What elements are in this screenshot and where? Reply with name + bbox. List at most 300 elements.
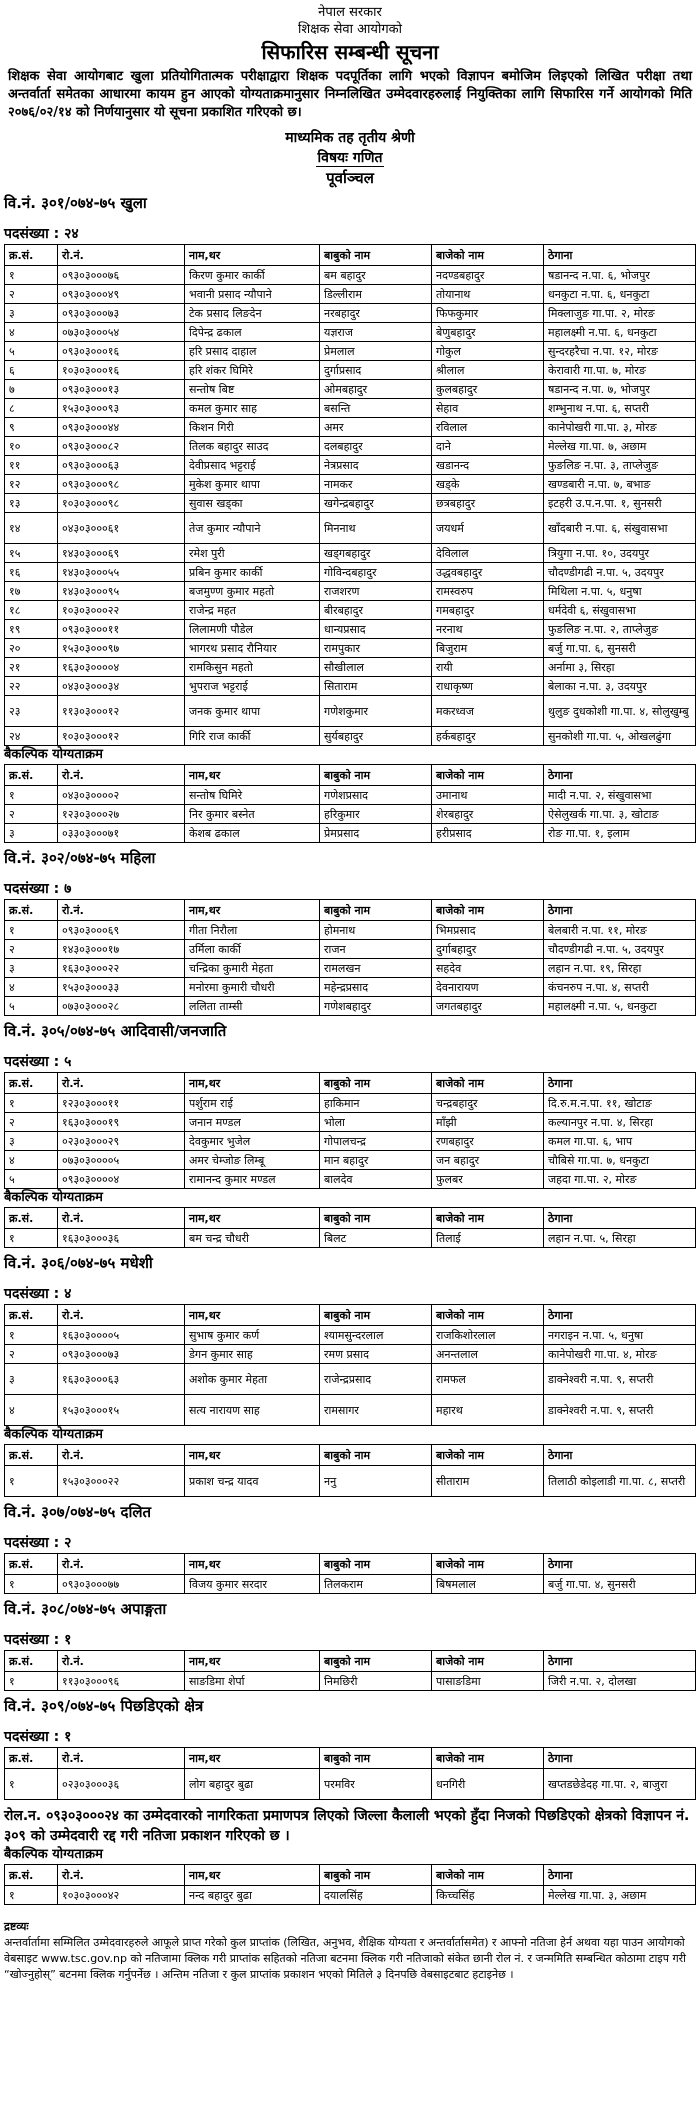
table-row [5,1326,696,1345]
table-cell: ०९३०३०००७३ [58,1345,185,1364]
post-count: पदसंख्या : १ [4,1729,72,1745]
column-header: बाबुको नाम [320,1208,432,1229]
column-header: क्र.सं. [5,900,58,921]
table-cell: कमल गा.पा. ६, भाप [544,1132,696,1151]
table-cell: दिपेन्द्र ढकाल [185,323,320,342]
table-row [5,1113,696,1132]
table-row [5,1769,696,1800]
table-cell: २ [5,940,58,959]
column-header: रो.नं. [58,900,185,921]
table-row [5,1094,696,1113]
table-row [5,786,696,805]
table-cell: रोङ गा.पा. १, इलाम [544,824,696,843]
column-header: बाबुको नाम [320,1073,432,1094]
table-cell: अशोक कुमार मेहता [185,1364,320,1395]
table-cell: कानेपोखरी गा.पा. ४, मोरङ [544,1345,696,1364]
ad-number: वि.नं. ३०१/०७४-७५ खुला [4,194,147,212]
table-cell: रमेश पुरी [185,544,320,563]
table-cell: ९ [5,418,58,437]
table-cell: अर्नामा ३, सिरहा [544,658,696,677]
column-header: नाम,थर [185,1445,320,1466]
post-count: पदसंख्या : ४ [4,1286,72,1302]
table-cell: २ [5,805,58,824]
table-cell: प्रेमप्रसाद [320,824,432,843]
table-cell: सीताराम [432,1466,544,1497]
table-cell: खड्के [432,475,544,494]
ads-container [4,192,696,1983]
table-cell: १४३०३०००९५ [58,582,185,601]
table-cell: खड्गबहादुर [320,544,432,563]
table-cell: रामानन्द कुमार मण्डल [185,1170,320,1189]
column-header: ठेगाना [544,1865,696,1886]
post-count: पदसंख्या : १ [4,1632,72,1648]
table-cell: महेन्द्रप्रसाद [320,978,432,997]
table-cell: उमानाथ [432,786,544,805]
table-cell: ०३३०३०००७१ [58,824,185,843]
table-row [5,342,696,361]
table-cell: षडानन्द न.पा. ७, भोजपुर [544,380,696,399]
table-row [5,1466,696,1497]
column-header: बाजेको नाम [432,1865,544,1886]
table-cell: राजशरण [320,582,432,601]
table-row [5,824,696,843]
column-header: बाजेको नाम [432,1208,544,1229]
table-cell: ०७३०३००००५ [58,1151,185,1170]
table-cell: मादी न.पा. २, संखुवासभा [544,786,696,805]
ad-number: वि.नं. ३०८/०७४-७५ अपाङ्गता [4,1600,167,1618]
column-header: ठेगाना [544,1554,696,1575]
table-row [5,266,696,285]
table-cell: धर्मदेवी ६, संखुवासभा [544,601,696,620]
table-cell: खाँदबारी न.पा. ६, संखुवासभा [544,513,696,544]
table-cell: राजेन्द्रप्रसाद [320,1364,432,1395]
table-cell: रायी [432,658,544,677]
table-cell: गणेशबहादुर [320,997,432,1016]
table-cell: भोला [320,1113,432,1132]
table-cell: ५ [5,1170,58,1189]
table-cell: १५३०३०००२२ [58,1466,185,1497]
table-cell: ७ [5,380,58,399]
ad-number: वि.नं. ३०६/०७४-७५ मधेशी [4,1254,153,1272]
column-header: ठेगाना [544,245,696,266]
column-header: क्र.सं. [5,1865,58,1886]
table-cell: श्रीलाल [432,361,544,380]
special-note: रोल.न. ०९३०३०००२४ का उम्मेदवारको नागरिकता प्रमाणपत्र लिएको जिल्ला कैलाली भएको हुँदा निजको पिछडिएको क्षेत्रको विज्ञापन नं. ३०९ को उम्मेदवारी रद्द गरी नतिजा प्रकाशन गरिएको छ । [4,1808,690,1844]
table-cell: मुकेश कुमार थापा [185,475,320,494]
column-header: क्र.सं. [5,1748,58,1769]
table-row [5,582,696,601]
table-cell: सुवास खड्का [185,494,320,513]
table-cell: १५३०३०००३३ [58,978,185,997]
table-cell: धान्यप्रसाद [320,620,432,639]
subject-line [4,148,696,168]
column-header: नाम,थर [185,1748,320,1769]
table-row [5,677,696,696]
table-cell: १४३०३०००६९ [58,544,185,563]
column-header: क्र.सं. [5,1554,58,1575]
table-cell: १ [5,1769,58,1800]
column-header: ठेगाना [544,900,696,921]
column-header: बाजेको नाम [432,1748,544,1769]
table-cell: गोकुल [432,342,544,361]
table-cell: बीरबहादुर [320,601,432,620]
table-cell: महारथ [432,1395,544,1426]
table-cell: ०७३०३०००५४ [58,323,185,342]
table-row [5,563,696,582]
candidates-table [4,244,696,746]
table-cell: १०३०३०००४२ [58,1886,185,1905]
table-cell: ४ [5,978,58,997]
table-cell: १९ [5,620,58,639]
table-cell: साङडिमा शेर्पा [185,1672,320,1691]
table-cell: नगराइन न.पा. ५, धनुषा [544,1326,696,1345]
table-cell: सन्तोष बिष्ट [185,380,320,399]
column-header: ठेगाना [544,1305,696,1326]
table-cell: १४ [5,513,58,544]
table-cell: ०९३०३०००७७ [58,1575,185,1594]
table-row [5,1151,696,1170]
header-row [5,1445,696,1466]
table-cell: निर कुमार बस्नेत [185,805,320,824]
column-header: नाम,थर [185,900,320,921]
table-cell: कमल कुमार साह [185,399,320,418]
table-cell: टेक प्रसाद लिङदेन [185,304,320,323]
table-cell: बेलबारी न.पा. ११, मोरङ [544,921,696,940]
table-cell: राजकिशोरलाल [432,1326,544,1345]
table-cell: नरनाथ [432,620,544,639]
table-row [5,601,696,620]
table-cell: १६३०३०००६३ [58,1364,185,1395]
column-header: क्र.सं. [5,1445,58,1466]
table-cell: दयालसिंह [320,1886,432,1905]
table-cell: ४ [5,1395,58,1426]
table-cell: नदण्डबहादुर [432,266,544,285]
table-cell: मकरध्वज [432,696,544,727]
column-header: रो.नं. [58,1208,185,1229]
column-header: बाजेको नाम [432,1073,544,1094]
table-cell: ०७३०३०००२८ [58,997,185,1016]
table-cell: १२३०३०००२७ [58,805,185,824]
column-header: बाजेको नाम [432,765,544,786]
table-cell: ०९३०३०००१६ [58,342,185,361]
table-cell: २४ [5,727,58,746]
table-row [5,323,696,342]
table-cell: उद्धवबहादुर [432,563,544,582]
table-cell: दि.रु.म.न.पा. ११, खोटाङ [544,1094,696,1113]
table-cell: लोग बहादुर बुढा [185,1769,320,1800]
table-row [5,978,696,997]
table-cell: नन्द बहादुर बुढा [185,1886,320,1905]
table-cell: ०९३०३०००४९ [58,285,185,304]
table-cell: जहदा गा.पा. २, मोरङ [544,1170,696,1189]
column-header: ठेगाना [544,1445,696,1466]
table-cell: १६३०३००००५ [58,1326,185,1345]
alternate-table [4,764,696,843]
table-cell: डिल्लीराम [320,285,432,304]
table-cell: प्रबिन कुमार कार्की [185,563,320,582]
table-cell: थुलुङ दुधकोशी गा.पा. ४, सोलुखुम्बु [544,696,696,727]
table-cell: ३ [5,1364,58,1395]
table-cell: देविलाल [432,544,544,563]
table-cell: २० [5,639,58,658]
table-cell: शेरबहादुर [432,805,544,824]
table-cell: भवानी प्रसाद न्यौपाने [185,285,320,304]
table-cell: त्रियुगा न.पा. १०, उदयपुर [544,544,696,563]
column-header: नाम,थर [185,1305,320,1326]
table-cell: २३ [5,696,58,727]
table-cell: इटहरी उ.प.न.पा. १, सुनसरी [544,494,696,513]
table-cell: ३ [5,304,58,323]
post-count: पदसंख्या : २ [4,1535,72,1551]
table-cell: जयधर्म [432,513,544,544]
table-cell: रविलाल [432,418,544,437]
column-header: नाम,थर [185,1554,320,1575]
column-header: बाजेको नाम [432,1445,544,1466]
table-cell: सुभाष कुमार कर्ण [185,1326,320,1345]
table-row [5,940,696,959]
table-cell: यज्ञराज [320,323,432,342]
table-cell: सुन्दरहरैचा न.पा. १२, मोरङ [544,342,696,361]
table-cell: धनगिरी [432,1769,544,1800]
table-cell: तिलाई [432,1229,544,1248]
table-cell: मनोरमा कुमारी चौधरी [185,978,320,997]
table-cell: पर्शुराम राई [185,1094,320,1113]
table-cell: १४३०३०००१७ [58,940,185,959]
table-cell: २ [5,285,58,304]
region-label: पूर्वाञ्चल [326,169,374,187]
table-cell: ३ [5,1132,58,1151]
table-cell: सन्तोष घिमिरे [185,786,320,805]
table-cell: डाक्नेश्वरी न.पा. ९, सप्तरी [544,1395,696,1426]
table-cell: बिषमलाल [432,1575,544,1594]
table-cell: मिननाथ [320,513,432,544]
table-cell: बजमुण्ण कुमार महतो [185,582,320,601]
table-cell: रामकिसुन महतो [185,658,320,677]
table-cell: तिलाठी कोइलाडी गा.पा. ८, सप्तरी [544,1466,696,1497]
table-cell: १ [5,266,58,285]
alternate-label: बैकल्पिक योग्यताक्रम [4,747,103,762]
alternate-label: बैकल्पिक योग्यताक्रम [4,1847,103,1862]
table-cell: सौखीलाल [320,658,432,677]
table-cell: फिफकुमार [432,304,544,323]
column-header: क्र.सं. [5,1208,58,1229]
table-cell: फुङलिङ न.पा. ३, ताप्लेजुङ [544,456,696,475]
table-row [5,620,696,639]
table-cell: फुङलिङ न.पा. २, ताप्लेजुङ [544,620,696,639]
table-cell: १५३०३०००१५ [58,1395,185,1426]
column-header: बाजेको नाम [432,900,544,921]
table-row [5,456,696,475]
table-cell: १२ [5,475,58,494]
table-cell: ४ [5,1151,58,1170]
table-cell: श्यामसुन्दरलाल [320,1326,432,1345]
table-cell: हाकिमान [320,1094,432,1113]
column-header: बाबुको नाम [320,900,432,921]
table-cell: षडानन्द न.पा. ६, भोजपुर [544,266,696,285]
table-cell: गमबहादुर [432,601,544,620]
table-cell: ०४३०३०००६१ [58,513,185,544]
table-cell: केशब ढकाल [185,824,320,843]
column-header: बाबुको नाम [320,1445,432,1466]
header-row [5,1305,696,1326]
table-cell: ऐसेलुखर्क गा.पा. ३, खोटाङ [544,805,696,824]
table-cell: जिरी न.पा. २, दोलखा [544,1672,696,1691]
table-cell: ०४३०३०००३४ [58,677,185,696]
table-cell: किरण कुमार कार्की [185,266,320,285]
table-cell: खण्डबारी न.पा. ७, बभाङ [544,475,696,494]
table-cell: माँझी [432,1113,544,1132]
table-cell: गोपालचन्द्र [320,1132,432,1151]
table-row [5,1170,696,1189]
table-cell: १०३०३०००९८ [58,494,185,513]
table-cell: ०२३०३०००३६ [58,1769,185,1800]
header-row [5,1554,696,1575]
table-cell: उर्मिला कार्की [185,940,320,959]
table-cell: जनक कुमार थापा [185,696,320,727]
column-header: क्र.सं. [5,1073,58,1094]
column-header: बाबुको नाम [320,1865,432,1886]
table-cell: ०९३०३०००७६ [58,266,185,285]
column-header: नाम,थर [185,1073,320,1094]
table-cell: धनकुटा न.पा. ६, धनकुटा [544,285,696,304]
table-cell: १ [5,786,58,805]
intro-paragraph: शिक्षक सेवा आयोगबाट खुला प्रतियोगितात्मक परीक्षाद्वारा शिक्षक पदपूर्तिका लागि भएको विज्ञापन बमोजिम लिइएको लिखित परीक्षा तथा अन्तर्वार्ता समेतका आधारमा कायम हुन आएको योग्यताक्रमानुसार निम्नलिखित उम्मेदवारहरुलाई नियुक्तिका लागि सिफारिस गर्ने आयोगको मिति २०७६/०२/१४ को निर्णयानुसार यो सूचना प्रकाशित गरिएको छ। [8,69,692,120]
column-header: क्र.सं. [5,1651,58,1672]
column-header: बाबुको नाम [320,1748,432,1769]
table-cell: ०९३०३०००११ [58,620,185,639]
table-row [5,1575,696,1594]
header-row [5,1073,696,1094]
table-cell: ओमबहादुर [320,380,432,399]
candidates-table [4,899,696,1016]
table-cell: बम चन्द्र चौधरी [185,1229,320,1248]
table-cell: दलबहादुर [320,437,432,456]
table-cell: २१ [5,658,58,677]
table-cell: १ [5,1575,58,1594]
table-cell: १ [5,1466,58,1497]
column-header: ठेगाना [544,1208,696,1229]
table-cell: रामसागर [320,1395,432,1426]
table-row [5,1672,696,1691]
table-cell: गणेशकुमार [320,696,432,727]
table-cell: रामलखन [320,959,432,978]
post-count: पदसंख्या : ५ [4,1054,72,1070]
table-cell: खडानन्द [432,456,544,475]
table-cell: १०३०३०००१२ [58,727,185,746]
table-row [5,380,696,399]
footnote-text: अन्तर्वार्तामा सम्मिलित उम्मेदवारहरुले आफूले प्राप्त गरेको कुल प्राप्तांक (लिखित, अनुभव, शैक्षिक योग्यता र अन्तर्वार्तासमेत) र आफ्नो नतिजा हेर्न अथवा यहा पाउन आयोगको वेबसाइट www.tsc.gov.np को नतिजामा क्लिक गरी प्राप्तांक सहितको नतिजा बटनमा क्लिक गरी नतिजाको संकेत छानी रोल नं. र जन्ममिति सम्बन्धित कोठामा टाइप गरी “खोज्नुहोस्” बटनमा क्लिक गर्नुपर्नेछ । अन्तिम नतिजा र कुल प्राप्तांक प्रकाशन भएको मितिले ३ दिनपछि वेबसाइटबाट हटाइनेछ । [4,1936,686,1981]
table-cell: दुर्गाप्रसाद [320,361,432,380]
table-row [5,1229,696,1248]
table-cell: ५ [5,997,58,1016]
subject-label: विषयः गणित [317,150,383,166]
table-cell: कुलबहादुर [432,380,544,399]
column-header: बाबुको नाम [320,765,432,786]
column-header: नाम,थर [185,765,320,786]
table-cell: तिलक बहादुर साउद [185,437,320,456]
table-cell: चौदण्डीगढी न.पा. ५, उदयपुर [544,940,696,959]
candidates-table [4,1072,696,1189]
table-cell: तिलकराम [320,1575,432,1594]
table-cell: १६३०३०००३६ [58,1229,185,1248]
column-header: बाजेको नाम [432,245,544,266]
table-cell: प्रेमलाल [320,342,432,361]
table-cell: जनान मण्डल [185,1113,320,1132]
table-row [5,494,696,513]
column-header: रो.नं. [58,1073,185,1094]
column-header: बाजेको नाम [432,1554,544,1575]
candidates-table [4,1304,696,1426]
table-cell: दुर्गाबहादुर [432,940,544,959]
column-header: रो.नं. [58,1865,185,1886]
table-cell: खप्तडछेडेदह गा.पा. २, बाजुरा [544,1769,696,1800]
table-cell: ललिता ताम्सी [185,997,320,1016]
column-header: रो.नं. [58,1305,185,1326]
table-cell: बेणुबहादुर [432,323,544,342]
table-cell: कंचनरुप न.पा. ४, सप्तरी [544,978,696,997]
table-row [5,361,696,380]
table-cell: ४ [5,323,58,342]
table-cell: १० [5,437,58,456]
header-row [5,1651,696,1672]
table-cell: हरि प्रसाद दाहाल [185,342,320,361]
table-cell: अनन्तलाल [432,1345,544,1364]
table-cell: देवीप्रसाद भट्टराई [185,456,320,475]
table-cell: जन बहादुर [432,1151,544,1170]
candidates-table [4,1553,696,1594]
table-cell: अमर [320,418,432,437]
table-cell: ०२३०३०००२९ [58,1132,185,1151]
table-cell: ११ [5,456,58,475]
table-cell: ०९३०३०००६९ [58,921,185,940]
ad-number: वि.नं. ३०२/०७४-७५ महिला [4,849,156,867]
column-header: नाम,थर [185,1865,320,1886]
table-cell: ११३०३०००१२ [58,696,185,727]
table-cell: रामफल [432,1364,544,1395]
header-row [5,1865,696,1886]
column-header: नाम,थर [185,245,320,266]
table-row [5,639,696,658]
table-row [5,437,696,456]
table-cell: निमछिरी [320,1672,432,1691]
table-cell: १ [5,1886,58,1905]
alternate-label: बैकल्पिक योग्यताक्रम [4,1190,103,1205]
table-cell: गिरि राज कार्की [185,727,320,746]
table-cell: सुनकोशी गा.पा. ५, ओखलढुंगा [544,727,696,746]
table-cell: प्रकाश चन्द्र यादव [185,1466,320,1497]
table-row [5,513,696,544]
header-row [5,765,696,786]
table-cell: १ [5,1672,58,1691]
table-cell: बम बहादुर [320,266,432,285]
table-cell: ०९३०३००००४ [58,1170,185,1189]
table-cell: चन्द्रबहादुर [432,1094,544,1113]
column-header: रो.नं. [58,1651,185,1672]
header-row [5,1208,696,1229]
table-cell: १०३०३०००१६ [58,361,185,380]
table-cell: पासाङडिमा [432,1672,544,1691]
table-cell: ०९३०३०००४४ [58,418,185,437]
table-cell: लहान न.पा. १९, सिरहा [544,959,696,978]
column-header: रो.नं. [58,1554,185,1575]
organization-heading: शिक्षक सेवा आयोगको [297,22,403,37]
table-cell: महालक्ष्मी न.पा. ५, धनकुटा [544,997,696,1016]
table-cell: १७ [5,582,58,601]
footnote [4,1919,696,1983]
table-cell: बेलाका न.पा. ३, उदयपुर [544,677,696,696]
table-cell: जगतबहादुर [432,997,544,1016]
table-cell: ६ [5,361,58,380]
